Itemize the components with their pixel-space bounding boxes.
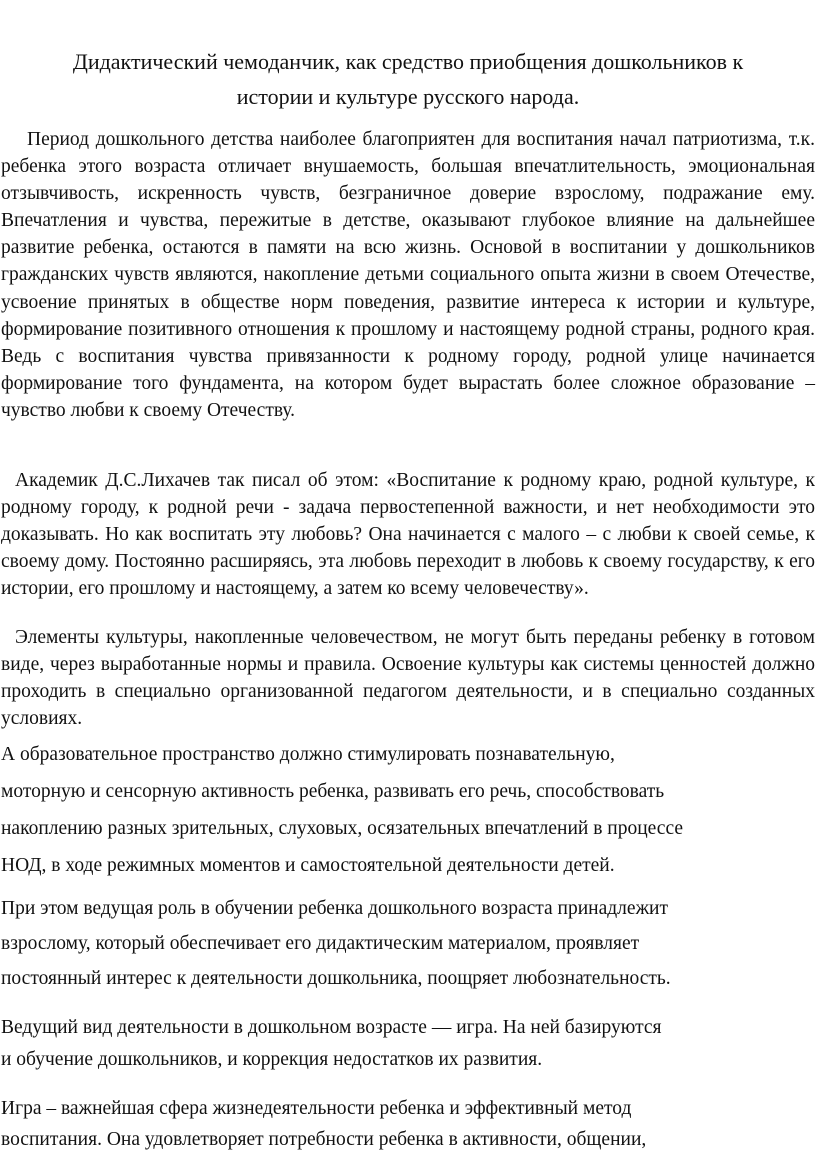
paragraph-leading-activity bbox=[1, 1012, 801, 1076]
text-line: При этом ведущая роль в обучении ребенка дошкольного возраста принадлежит bbox=[1, 898, 668, 919]
text-line: Ведущий вид деятельности в дошкольном возрасте — игра. На ней базируются bbox=[1, 1017, 662, 1038]
paragraph-adult-role bbox=[1, 891, 801, 996]
text-line: Игра – важнейшая сфера жизнедеятельности ребенка и эффективный метод bbox=[1, 1098, 632, 1119]
text-line: НОД, в ходе режимных моментов и самостоятельной деятельности детей. bbox=[1, 855, 615, 876]
text-line: А образовательное пространство должно стимулировать познавательную, bbox=[1, 744, 615, 765]
paragraph-culture-elements: Элементы культуры, накопленные человечеством, не могут быть переданы ребенку в готовом виде, через выработанные нормы и правила. Освоение культуры как системы ценностей должно проходить в специально организованной педагогом деятельности, и в специально созданных условиях. bbox=[1, 627, 815, 730]
paragraph-patriotism: Период дошкольного детства наиболее благоприятен для воспитания начал патриотизма, т.к. ребенка этого возраста отличает внушаемость, большая впечатлительность, эмоциональная отзывчивость, искренность чувств, безграничное доверие взрослому, подражание ему. Впечатления и чувства, пережитые в детстве, оказывают глубокое влияние на дальнейшее развитие ребенка, остаются в памяти на всю жизнь. Основой в воспитании у дошкольников гражданских чувств являются, накопление детьми социального опыта жизни в своем Отечестве, усвоение принятых в обществе норм поведения, развитие интереса к истории и культуре, формирование позитивного отношения к прошлому и настоящему родной страны, родного края. Ведь с воспитания чувства привязанности к родному городу, родной улице начинается формирование того фундамента, на котором будет вырастать более сложное образование – чувство любви к своему Отечеству. bbox=[1, 129, 815, 421]
text-line: взрослому, который обеспечивает его дидактическим материалом, проявляет bbox=[1, 933, 640, 954]
text-line: постоянный интерес к деятельности дошкольника, поощряет любознательность. bbox=[1, 968, 671, 989]
text-line: и обучение дошкольников, и коррекция недостатков их развития. bbox=[1, 1049, 543, 1070]
paragraph-likhachev-quote: Академик Д.С.Лихачев так писал об этом: «Воспитание к родному краю, родной культуре, к родному городу, к родной речи - задача первостепенной важности, и нет необходимости это доказывать. Но как воспитать эту любовь? Она начинается с малого – с любви к своей семье, к своему дому. Постоянно расширяясь, эта любовь переходит в любовь к своему государству, к его истории, его прошлому и настоящему, а затем ко всему человечеству». bbox=[1, 470, 815, 600]
paragraph-educational-space bbox=[1, 736, 801, 884]
document-title-line-1: Дидактический чемоданчик, как средство приобщения дошкольников к bbox=[72, 49, 744, 74]
text-line: моторную и сенсорную активность ребенка, развивать его речь, способствовать bbox=[1, 781, 665, 802]
text-line: накоплению разных зрительных, слуховых, осязательных впечатлений в процессе bbox=[1, 818, 684, 839]
paragraph-play bbox=[1, 1093, 801, 1155]
text-line: воспитания. Она удовлетворяет потребности ребенка в активности, общении, bbox=[1, 1129, 647, 1150]
document-title-line-2: истории и культуре русского народа. bbox=[236, 84, 580, 109]
